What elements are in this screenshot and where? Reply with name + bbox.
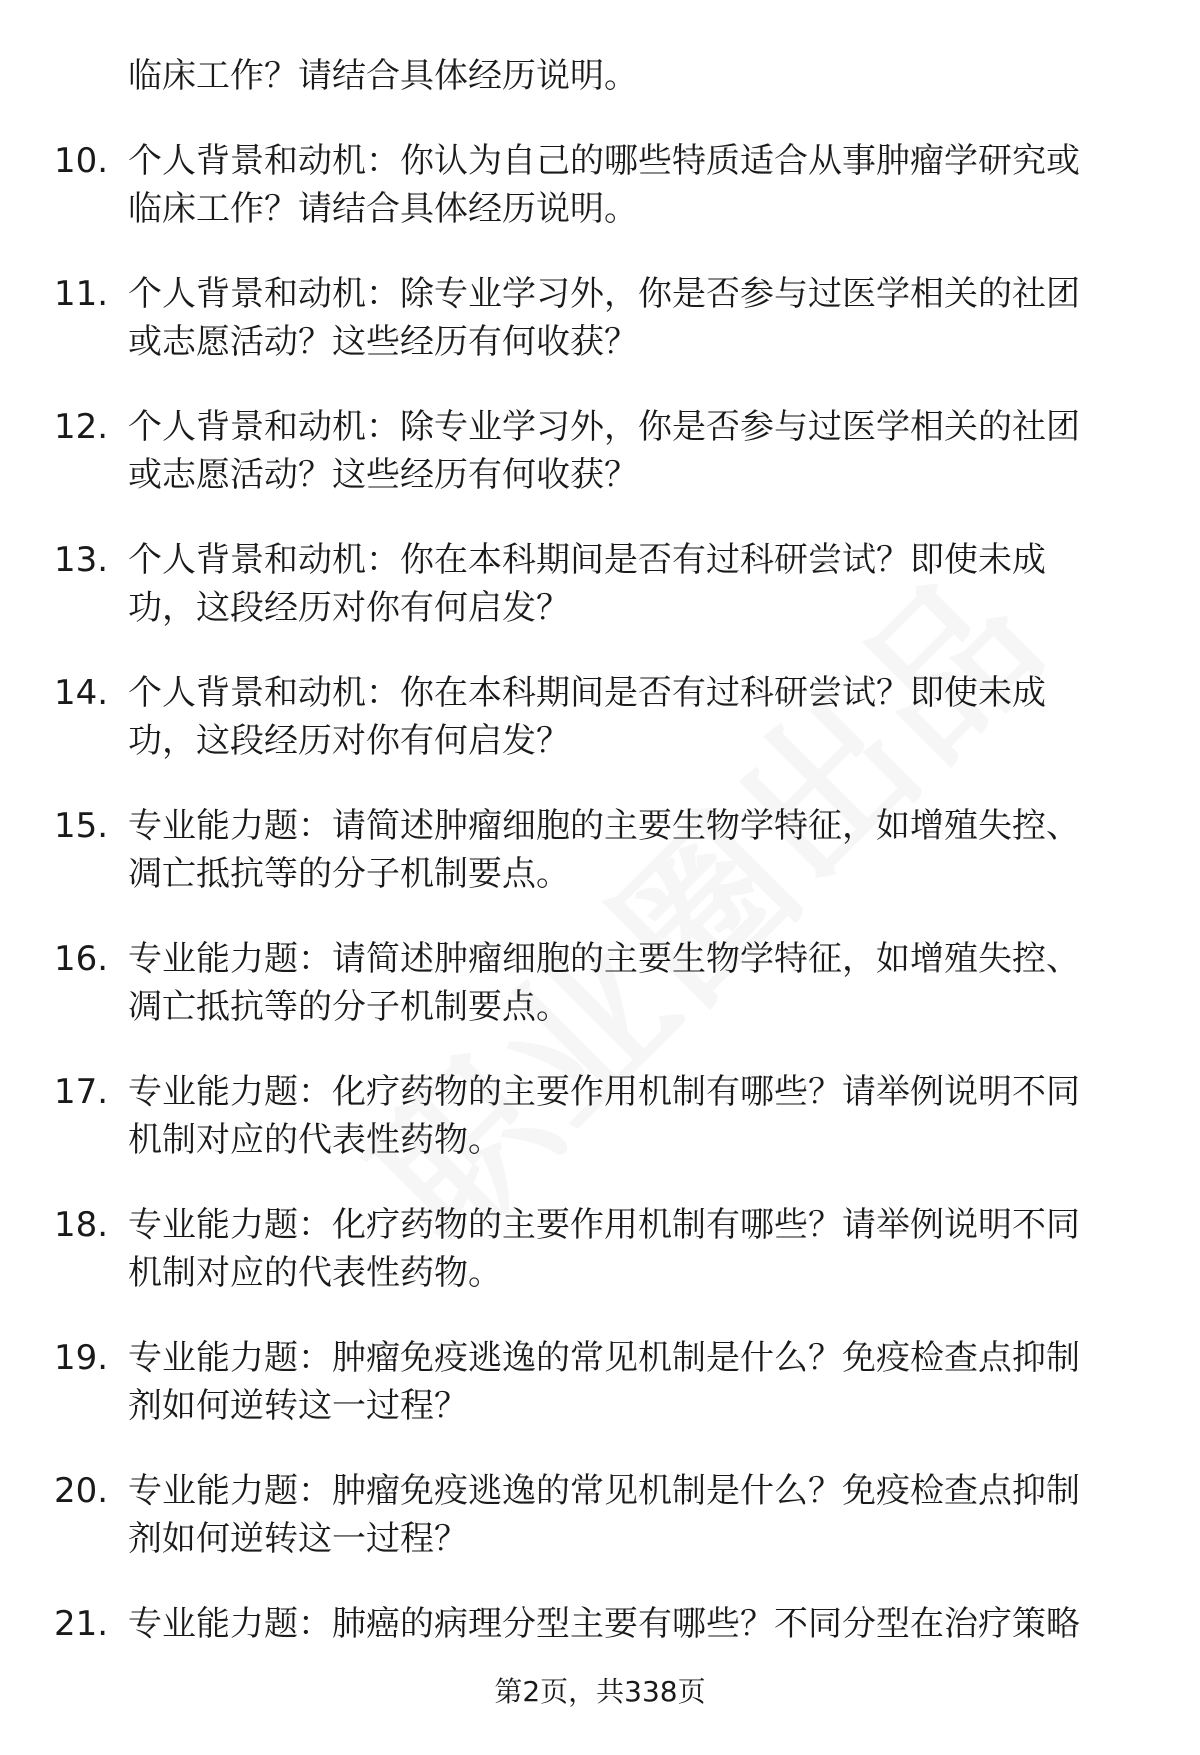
item-number: 14. bbox=[54, 673, 109, 713]
item-text-line: 功，这段经历对你有何启发？ bbox=[128, 588, 570, 628]
item-text-line: 个人背景和动机：除专业学习外，你是否参与过医学相关的社团 bbox=[128, 407, 1080, 447]
item-text-line: 或志愿活动？这些经历有何收获？ bbox=[128, 322, 638, 362]
item-text-line: 专业能力题：肺癌的病理分型主要有哪些？不同分型在治疗策略 bbox=[128, 1604, 1080, 1644]
item-number: 10. bbox=[54, 141, 109, 181]
item-text-line: 临床工作？请结合具体经历说明。 bbox=[128, 56, 638, 96]
item-text-line: 凋亡抵抗等的分子机制要点。 bbox=[128, 987, 570, 1027]
item-text-line: 专业能力题：肿瘤免疫逃逸的常见机制是什么？免疫检查点抑制 bbox=[128, 1338, 1080, 1378]
item-text-line: 专业能力题：请简述肿瘤细胞的主要生物学特征，如增殖失控、 bbox=[128, 939, 1080, 979]
item-text-line: 个人背景和动机：你在本科期间是否有过科研尝试？即使未成 bbox=[128, 540, 1046, 580]
item-text-line: 临床工作？请结合具体经历说明。 bbox=[128, 189, 638, 229]
item-number: 12. bbox=[54, 407, 109, 447]
page-footer: 第2页，共338页 bbox=[494, 1675, 706, 1708]
item-text-line: 专业能力题：请简述肿瘤细胞的主要生物学特征，如增殖失控、 bbox=[128, 806, 1080, 846]
item-number: 19. bbox=[54, 1338, 109, 1378]
item-text-line: 剂如何逆转这一过程？ bbox=[128, 1519, 468, 1559]
item-text-line: 剂如何逆转这一过程？ bbox=[128, 1386, 468, 1426]
item-text-line: 机制对应的代表性药物。 bbox=[128, 1253, 502, 1293]
item-number: 20. bbox=[54, 1471, 109, 1511]
item-text-line: 专业能力题：化疗药物的主要作用机制有哪些？请举例说明不同 bbox=[128, 1072, 1080, 1112]
item-text-line: 个人背景和动机：除专业学习外，你是否参与过医学相关的社团 bbox=[128, 274, 1080, 314]
item-number: 13. bbox=[54, 540, 109, 580]
item-number: 21. bbox=[54, 1604, 109, 1644]
item-number: 15. bbox=[54, 806, 109, 846]
item-number: 17. bbox=[54, 1072, 109, 1112]
item-text-line: 机制对应的代表性药物。 bbox=[128, 1120, 502, 1160]
item-text-line: 或志愿活动？这些经历有何收获？ bbox=[128, 455, 638, 495]
item-text-line: 个人背景和动机：你认为自己的哪些特质适合从事肿瘤学研究或 bbox=[128, 141, 1080, 181]
item-text-line: 个人背景和动机：你在本科期间是否有过科研尝试？即使未成 bbox=[128, 673, 1046, 713]
item-number: 16. bbox=[54, 939, 109, 979]
item-number: 11. bbox=[54, 274, 109, 314]
item-text-line: 凋亡抵抗等的分子机制要点。 bbox=[128, 854, 570, 894]
item-number: 18. bbox=[54, 1205, 109, 1245]
item-text-line: 专业能力题：肿瘤免疫逃逸的常见机制是什么？免疫检查点抑制 bbox=[128, 1471, 1080, 1511]
item-text-line: 功，这段经历对你有何启发？ bbox=[128, 721, 570, 761]
item-text-line: 专业能力题：化疗药物的主要作用机制有哪些？请举例说明不同 bbox=[128, 1205, 1080, 1245]
